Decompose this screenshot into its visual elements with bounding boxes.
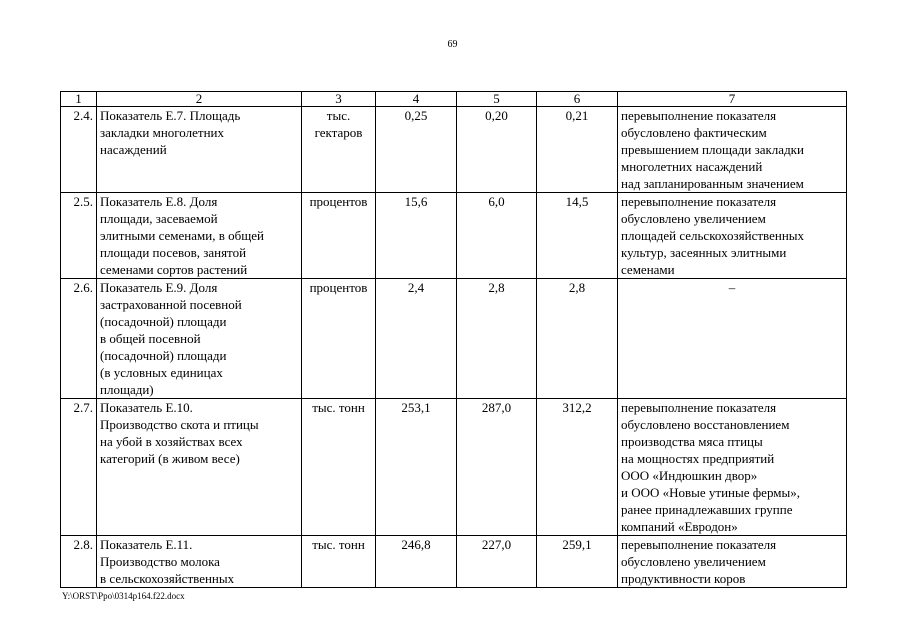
indicator-name-line: (посадочной) площади bbox=[100, 348, 227, 363]
unit bbox=[302, 279, 376, 399]
value-col-4: 2,4 bbox=[376, 279, 457, 399]
table-row bbox=[61, 107, 847, 193]
indicator-name-line: элитными семенами, в общей bbox=[100, 228, 264, 243]
table-body bbox=[61, 107, 847, 588]
note-line: семенами bbox=[621, 262, 675, 277]
value-col-4: 253,1 bbox=[376, 399, 457, 536]
table-row bbox=[61, 193, 847, 279]
unit bbox=[302, 536, 376, 588]
indicator-name-line: Показатель Е.11. bbox=[100, 537, 193, 552]
note-line: обусловлено восстановлением bbox=[621, 417, 790, 432]
indicator-name-line: Показатель Е.8. Доля bbox=[100, 194, 218, 209]
report-table bbox=[60, 91, 847, 588]
value-col-6: 2,8 bbox=[537, 279, 618, 399]
value-col-4: 15,6 bbox=[376, 193, 457, 279]
indicator-name-line: площади) bbox=[100, 382, 154, 397]
column-header-4: 4 bbox=[376, 92, 457, 107]
table-row bbox=[61, 399, 847, 536]
column-header-3: 3 bbox=[302, 92, 376, 107]
note-line: производства мяса птицы bbox=[621, 434, 763, 449]
header-row bbox=[61, 92, 847, 107]
indicator-name-line: насаждений bbox=[100, 142, 167, 157]
indicator-name bbox=[97, 399, 302, 536]
indicator-name bbox=[97, 107, 302, 193]
note bbox=[618, 279, 847, 399]
note-line: культур, засеянных элитными bbox=[621, 245, 787, 260]
row-number: 2.4. bbox=[61, 107, 97, 193]
value-col-5: 287,0 bbox=[457, 399, 537, 536]
unit-line: тыс. bbox=[326, 108, 351, 123]
note-line: перевыполнение показателя bbox=[621, 537, 777, 552]
indicator-name-line: семенами сортов растений bbox=[100, 262, 248, 277]
indicator-name-line: на убой в хозяйствах всех bbox=[100, 434, 243, 449]
column-header-7: 7 bbox=[618, 92, 847, 107]
note-line: ранее принадлежавших группе bbox=[621, 502, 793, 517]
value-col-5: 0,20 bbox=[457, 107, 537, 193]
page-number: 69 bbox=[447, 39, 458, 50]
row-number: 2.6. bbox=[61, 279, 97, 399]
note-line: превышением площади закладки bbox=[621, 142, 804, 157]
indicator-name-line: Производство скота и птицы bbox=[100, 417, 259, 432]
note bbox=[618, 107, 847, 193]
value-col-4: 246,8 bbox=[376, 536, 457, 588]
value-col-6: 259,1 bbox=[537, 536, 618, 588]
indicator-name-line: (в условных единицах bbox=[100, 365, 223, 380]
note-line: перевыполнение показателя bbox=[621, 108, 777, 123]
indicator-name-line: Производство молока bbox=[100, 554, 220, 569]
value-col-5: 227,0 bbox=[457, 536, 537, 588]
indicator-name-line: (посадочной) площади bbox=[100, 314, 227, 329]
value-col-6: 312,2 bbox=[537, 399, 618, 536]
unit bbox=[302, 107, 376, 193]
value-col-5: 2,8 bbox=[457, 279, 537, 399]
note-line: продуктивности коров bbox=[621, 571, 746, 586]
note-line: многолетних насаждений bbox=[621, 159, 763, 174]
unit-line: гектаров bbox=[314, 125, 363, 140]
indicator-name-line: закладки многолетних bbox=[100, 125, 224, 140]
note-line: на мощностях предприятий bbox=[621, 451, 775, 466]
note-line: площадей сельскохозяйственных bbox=[621, 228, 805, 243]
indicator-name-line: Показатель Е.10. bbox=[100, 400, 193, 415]
note-line: обусловлено увеличением bbox=[621, 554, 766, 569]
file-path-footer: Y:\ORST\Ppo\0314p164.f22.docx bbox=[62, 591, 185, 601]
value-col-4: 0,25 bbox=[376, 107, 457, 193]
indicator-name-line: площади посевов, занятой bbox=[100, 245, 247, 260]
note bbox=[618, 399, 847, 536]
row-number: 2.7. bbox=[61, 399, 97, 536]
note bbox=[618, 193, 847, 279]
row-number: 2.5. bbox=[61, 193, 97, 279]
note-line: ООО «Индюшкин двор» bbox=[621, 468, 758, 483]
indicator-name-line: категорий (в живом весе) bbox=[100, 451, 240, 466]
indicator-name-line: застрахованной посевной bbox=[100, 297, 242, 312]
column-header-6: 6 bbox=[537, 92, 618, 107]
note-line: компаний «Евродон» bbox=[621, 519, 738, 534]
column-header-2: 2 bbox=[97, 92, 302, 107]
note-line: – bbox=[728, 280, 736, 295]
unit-line: процентов bbox=[309, 280, 368, 295]
unit-line: процентов bbox=[309, 194, 368, 209]
note-line: перевыполнение показателя bbox=[621, 194, 777, 209]
column-header-1: 1 bbox=[61, 92, 97, 107]
unit-line: тыс. тонн bbox=[312, 400, 365, 415]
note-line: и ООО «Новые утиные фермы», bbox=[621, 485, 800, 500]
indicator-name bbox=[97, 536, 302, 588]
value-col-6: 14,5 bbox=[537, 193, 618, 279]
row-number: 2.8. bbox=[61, 536, 97, 588]
unit bbox=[302, 399, 376, 536]
indicator-name-line: в общей посевной bbox=[100, 331, 201, 346]
table-row bbox=[61, 536, 847, 588]
indicator-name bbox=[97, 193, 302, 279]
unit bbox=[302, 193, 376, 279]
indicator-name-line: в сельскохозяйственных bbox=[100, 571, 235, 586]
note-line: обусловлено увеличением bbox=[621, 211, 766, 226]
value-col-5: 6,0 bbox=[457, 193, 537, 279]
indicator-name bbox=[97, 279, 302, 399]
column-header-5: 5 bbox=[457, 92, 537, 107]
indicator-name-line: Показатель Е.7. Площадь bbox=[100, 108, 241, 123]
table-row bbox=[61, 279, 847, 399]
indicator-name-line: Показатель Е.9. Доля bbox=[100, 280, 218, 295]
indicator-name-line: площади, засеваемой bbox=[100, 211, 218, 226]
note-line: перевыполнение показателя bbox=[621, 400, 777, 415]
note-line: над запланированным значением bbox=[621, 176, 804, 191]
note-line: обусловлено фактическим bbox=[621, 125, 767, 140]
unit-line: тыс. тонн bbox=[312, 537, 365, 552]
note bbox=[618, 536, 847, 588]
value-col-6: 0,21 bbox=[537, 107, 618, 193]
